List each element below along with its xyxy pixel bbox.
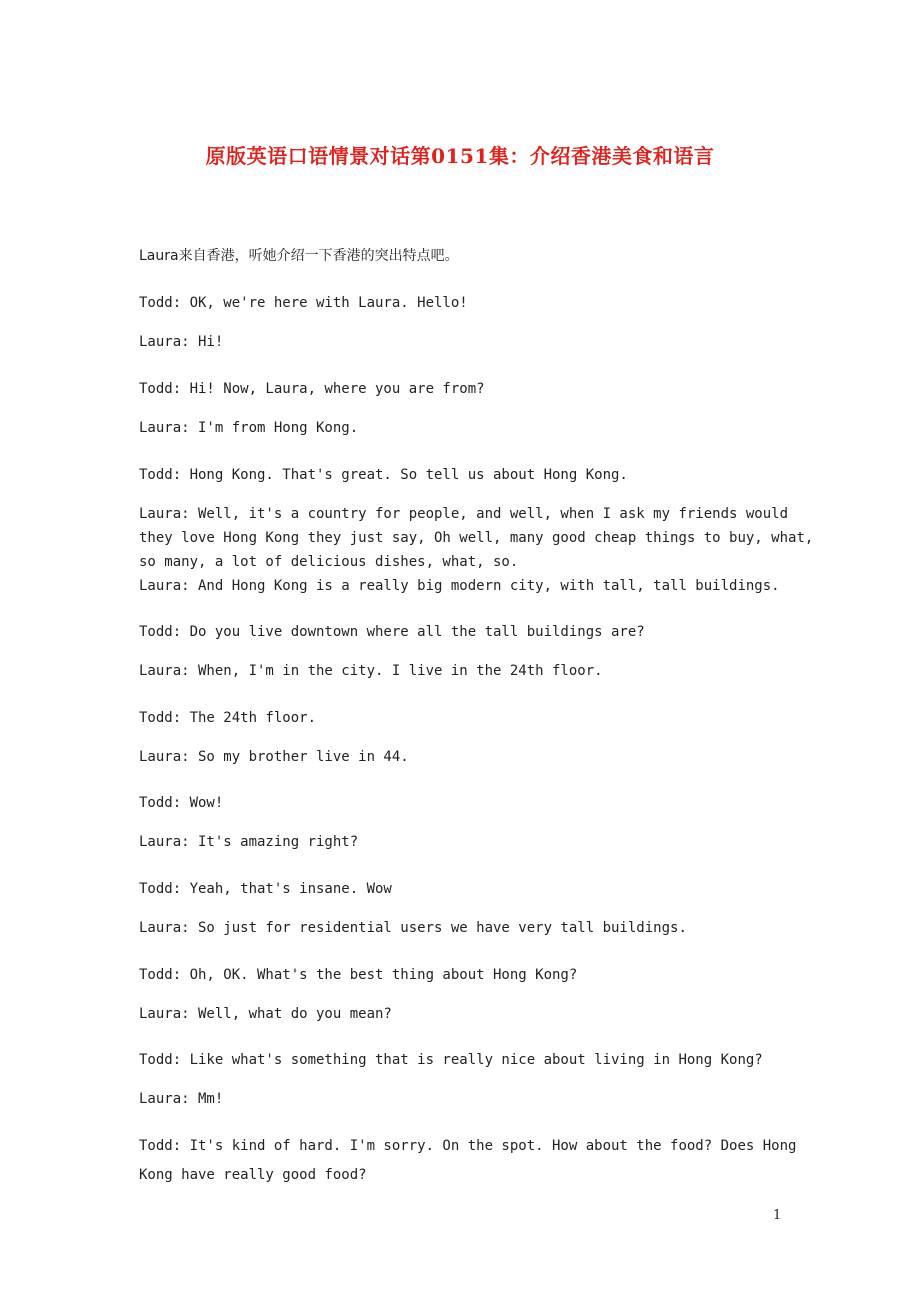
dialogue-line: Todd: It's kind of hard. I'm sorry. On the spot. How about the food? Does Hong bbox=[139, 1138, 797, 1154]
dialogue-line: Todd: Hi! Now, Laura, where you are from? bbox=[139, 381, 485, 397]
dialogue-line: Laura: When, I'm in the city. I live in the 24th floor. bbox=[139, 663, 603, 679]
dialogue-line: Laura: It's amazing right? bbox=[139, 834, 359, 850]
dialogue-line: Todd: Hong Kong. That's great. So tell us about Hong Kong. bbox=[139, 467, 628, 483]
dialogue-line: Todd: Oh, OK. What's the best thing about Hong Kong? bbox=[139, 967, 578, 983]
dialogue-line: so many, a lot of delicious dishes, what, so. bbox=[139, 554, 519, 570]
dialogue-line: Todd: Do you live downtown where all the tall buildings are? bbox=[139, 624, 645, 640]
dialogue-line: they love Hong Kong they just say, Oh well, many good cheap things to buy, what, bbox=[139, 530, 814, 546]
dialogue-line: Kong have really good food? bbox=[139, 1167, 367, 1183]
dialogue-line: Todd: Wow! bbox=[139, 795, 224, 811]
dialogue-line: Laura: So my brother live in 44. bbox=[139, 749, 409, 765]
dialogue-line: Laura: I'm from Hong Kong. bbox=[139, 420, 359, 436]
dialogue-line: Todd: Like what's something that is really nice about living in Hong Kong? bbox=[139, 1052, 763, 1068]
dialogue-line: Todd: The 24th floor. bbox=[139, 710, 317, 726]
page-number: 1 bbox=[773, 1208, 782, 1223]
dialogue-line: Todd: OK, we're here with Laura. Hello! bbox=[139, 295, 468, 311]
dialogue-line: Laura: Mm! bbox=[139, 1091, 224, 1107]
dialogue-line: Laura: And Hong Kong is a really big modern city, with tall, tall buildings. bbox=[139, 578, 780, 594]
dialogue-line: Laura: Hi! bbox=[139, 334, 224, 350]
dialogue-line: Laura: So just for residential users we have very tall buildings. bbox=[139, 920, 687, 936]
document-title: 原版英语口语情景对话第0151集：介绍香港美食和语言 bbox=[205, 144, 715, 168]
dialogue-line: Laura: Well, what do you mean? bbox=[139, 1006, 392, 1022]
dialogue-line: Laura: Well, it's a country for people, and well, when I ask my friends would bbox=[139, 506, 789, 522]
dialogue-line: Todd: Yeah, that's insane. Wow bbox=[139, 881, 392, 897]
intro-line: Laura来自香港，听她介绍一下香港的突出特点吧。 bbox=[139, 248, 459, 264]
